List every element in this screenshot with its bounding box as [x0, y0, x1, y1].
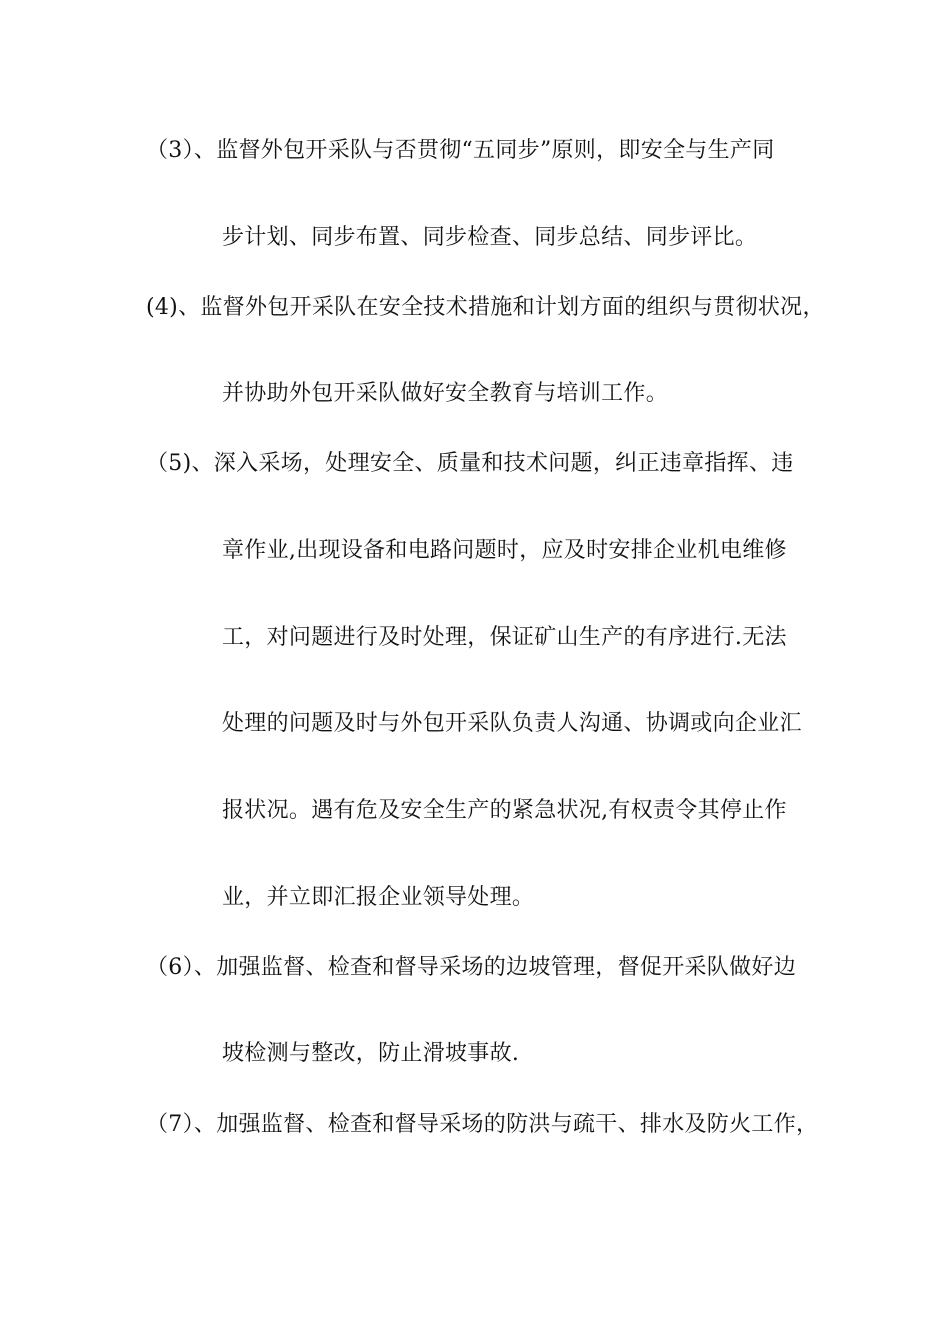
item-5-line-5: 报状况。遇有危及安全生产的紧急状况,有权责令其停止作 [222, 798, 787, 823]
item-3-line-1: （3）、监督外包开采队与否贯彻“五同步”原则，即安全与生产同 [146, 138, 775, 163]
item-6-line-2: 坡检测与整改，防止滑坡事故. [222, 1041, 520, 1066]
item-5-line-1: （5)、深入采场，处理安全、质量和技术问题，纠正违章指挥、违 [146, 451, 794, 476]
item-3-line-2: 步计划、同步布置、同步检查、同步总结、同步评比。 [222, 225, 758, 250]
item-5-line-6: 业，并立即汇报企业领导处理。 [222, 885, 535, 910]
item-4-line-2: 并协助外包开采队做好安全教育与培训工作。 [222, 381, 669, 406]
item-5-line-2: 章作业,出现设备和电路问题时，应及时安排企业机电维修 [222, 538, 787, 563]
item-6-line-1: （6）、加强监督、检查和督导采场的边坡管理，督促开采队做好边 [146, 955, 796, 980]
item-7-line-1: （7）、加强监督、检查和督导采场的防洪与疏干、排水及防火工作， [146, 1112, 819, 1137]
item-4-line-1: (4)、监督外包开采队在安全技术措施和计划方面的组织与贯彻状况， [146, 295, 825, 320]
item-5-line-3: 工，对问题进行及时处理，保证矿山生产的有序进行.无法 [222, 625, 787, 650]
item-5-line-4: 处理的问题及时与外包开采队负责人沟通、协调或向企业汇 [222, 711, 802, 736]
